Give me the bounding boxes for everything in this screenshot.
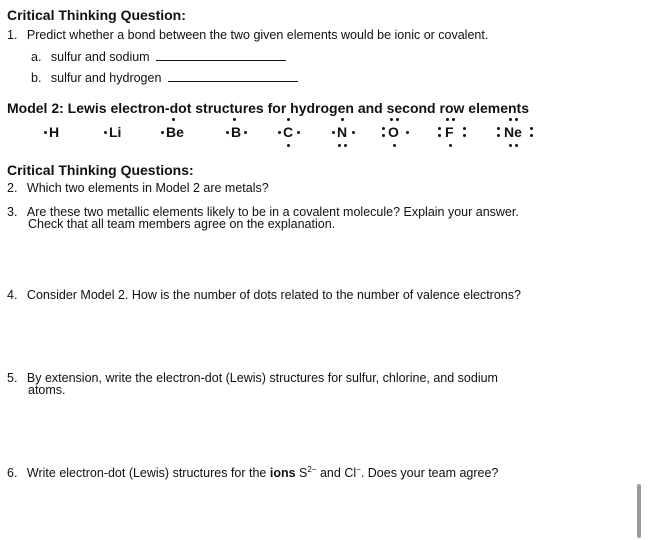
question-1-text: Predict whether a bond between the two given elements would be ionic or covalent. [26, 28, 489, 42]
question-3-line2: Check that all team members agree on the explanation. [28, 217, 336, 231]
element-f: F [445, 124, 454, 140]
question-5 [7, 371, 498, 385]
section-heading-2: Critical Thinking Questions: [7, 162, 194, 178]
element-o: O [388, 124, 399, 140]
question-3-number: 3. [7, 205, 18, 219]
model-2-heading: Model 2: Lewis electron-dot structures for hydrogen and second row elements [7, 100, 529, 116]
question-5-number: 5. [7, 371, 18, 385]
question-2-text: Which two elements in Model 2 are metals? [26, 181, 269, 195]
ion-sulfide [299, 466, 316, 480]
question-1b-text: sulfur and hydrogen [50, 71, 162, 85]
element-be: Be [166, 124, 184, 140]
question-6-pre: Write electron-dot (Lewis) structures for the [26, 466, 267, 480]
question-3-line1: Are these two metallic elements likely to be in a covalent molecule? Explain your answer. [26, 205, 519, 219]
question-6 [7, 466, 498, 480]
element-b: B [231, 124, 242, 140]
ion-cl-charge: − [356, 465, 361, 474]
element-li: Li [109, 124, 122, 140]
question-6-post: . Does your team agree? [360, 466, 499, 480]
ion-chloride [344, 466, 360, 480]
ion-cl-symbol: Cl [344, 466, 357, 480]
question-1-number: 1. [7, 28, 18, 42]
element-h: H [49, 124, 60, 140]
question-1b [31, 69, 298, 85]
ion-s-charge: 2− [307, 465, 317, 474]
question-2 [7, 181, 269, 195]
question-1a [31, 48, 286, 64]
ion-s-symbol: S [299, 466, 308, 480]
question-2-number: 2. [7, 181, 18, 195]
question-5-line2: atoms. [28, 383, 66, 397]
question-1 [7, 28, 488, 42]
question-5-line1: By extension, write the electron-dot (Lewis) structures for sulfur, chlorine, and sodium [26, 371, 498, 385]
question-1a-text: sulfur and sodium [50, 50, 150, 64]
question-6-and: and [319, 466, 341, 480]
element-c: C [283, 124, 294, 140]
section-heading-1: Critical Thinking Question: [7, 7, 186, 23]
question-4 [7, 288, 521, 302]
question-4-number: 4. [7, 288, 18, 302]
question-1a-label: a. [31, 50, 42, 64]
answer-blank-1a[interactable] [156, 48, 286, 61]
question-6-ions: ions [269, 466, 296, 480]
scrollbar-thumb[interactable] [637, 484, 641, 538]
element-n: N [337, 124, 348, 140]
element-ne: Ne [504, 124, 522, 140]
answer-blank-1b[interactable] [168, 69, 298, 82]
question-6-number: 6. [7, 466, 18, 480]
question-1b-label: b. [31, 71, 42, 85]
question-4-text: Consider Model 2. How is the number of dots related to the number of valence electrons? [26, 288, 521, 302]
